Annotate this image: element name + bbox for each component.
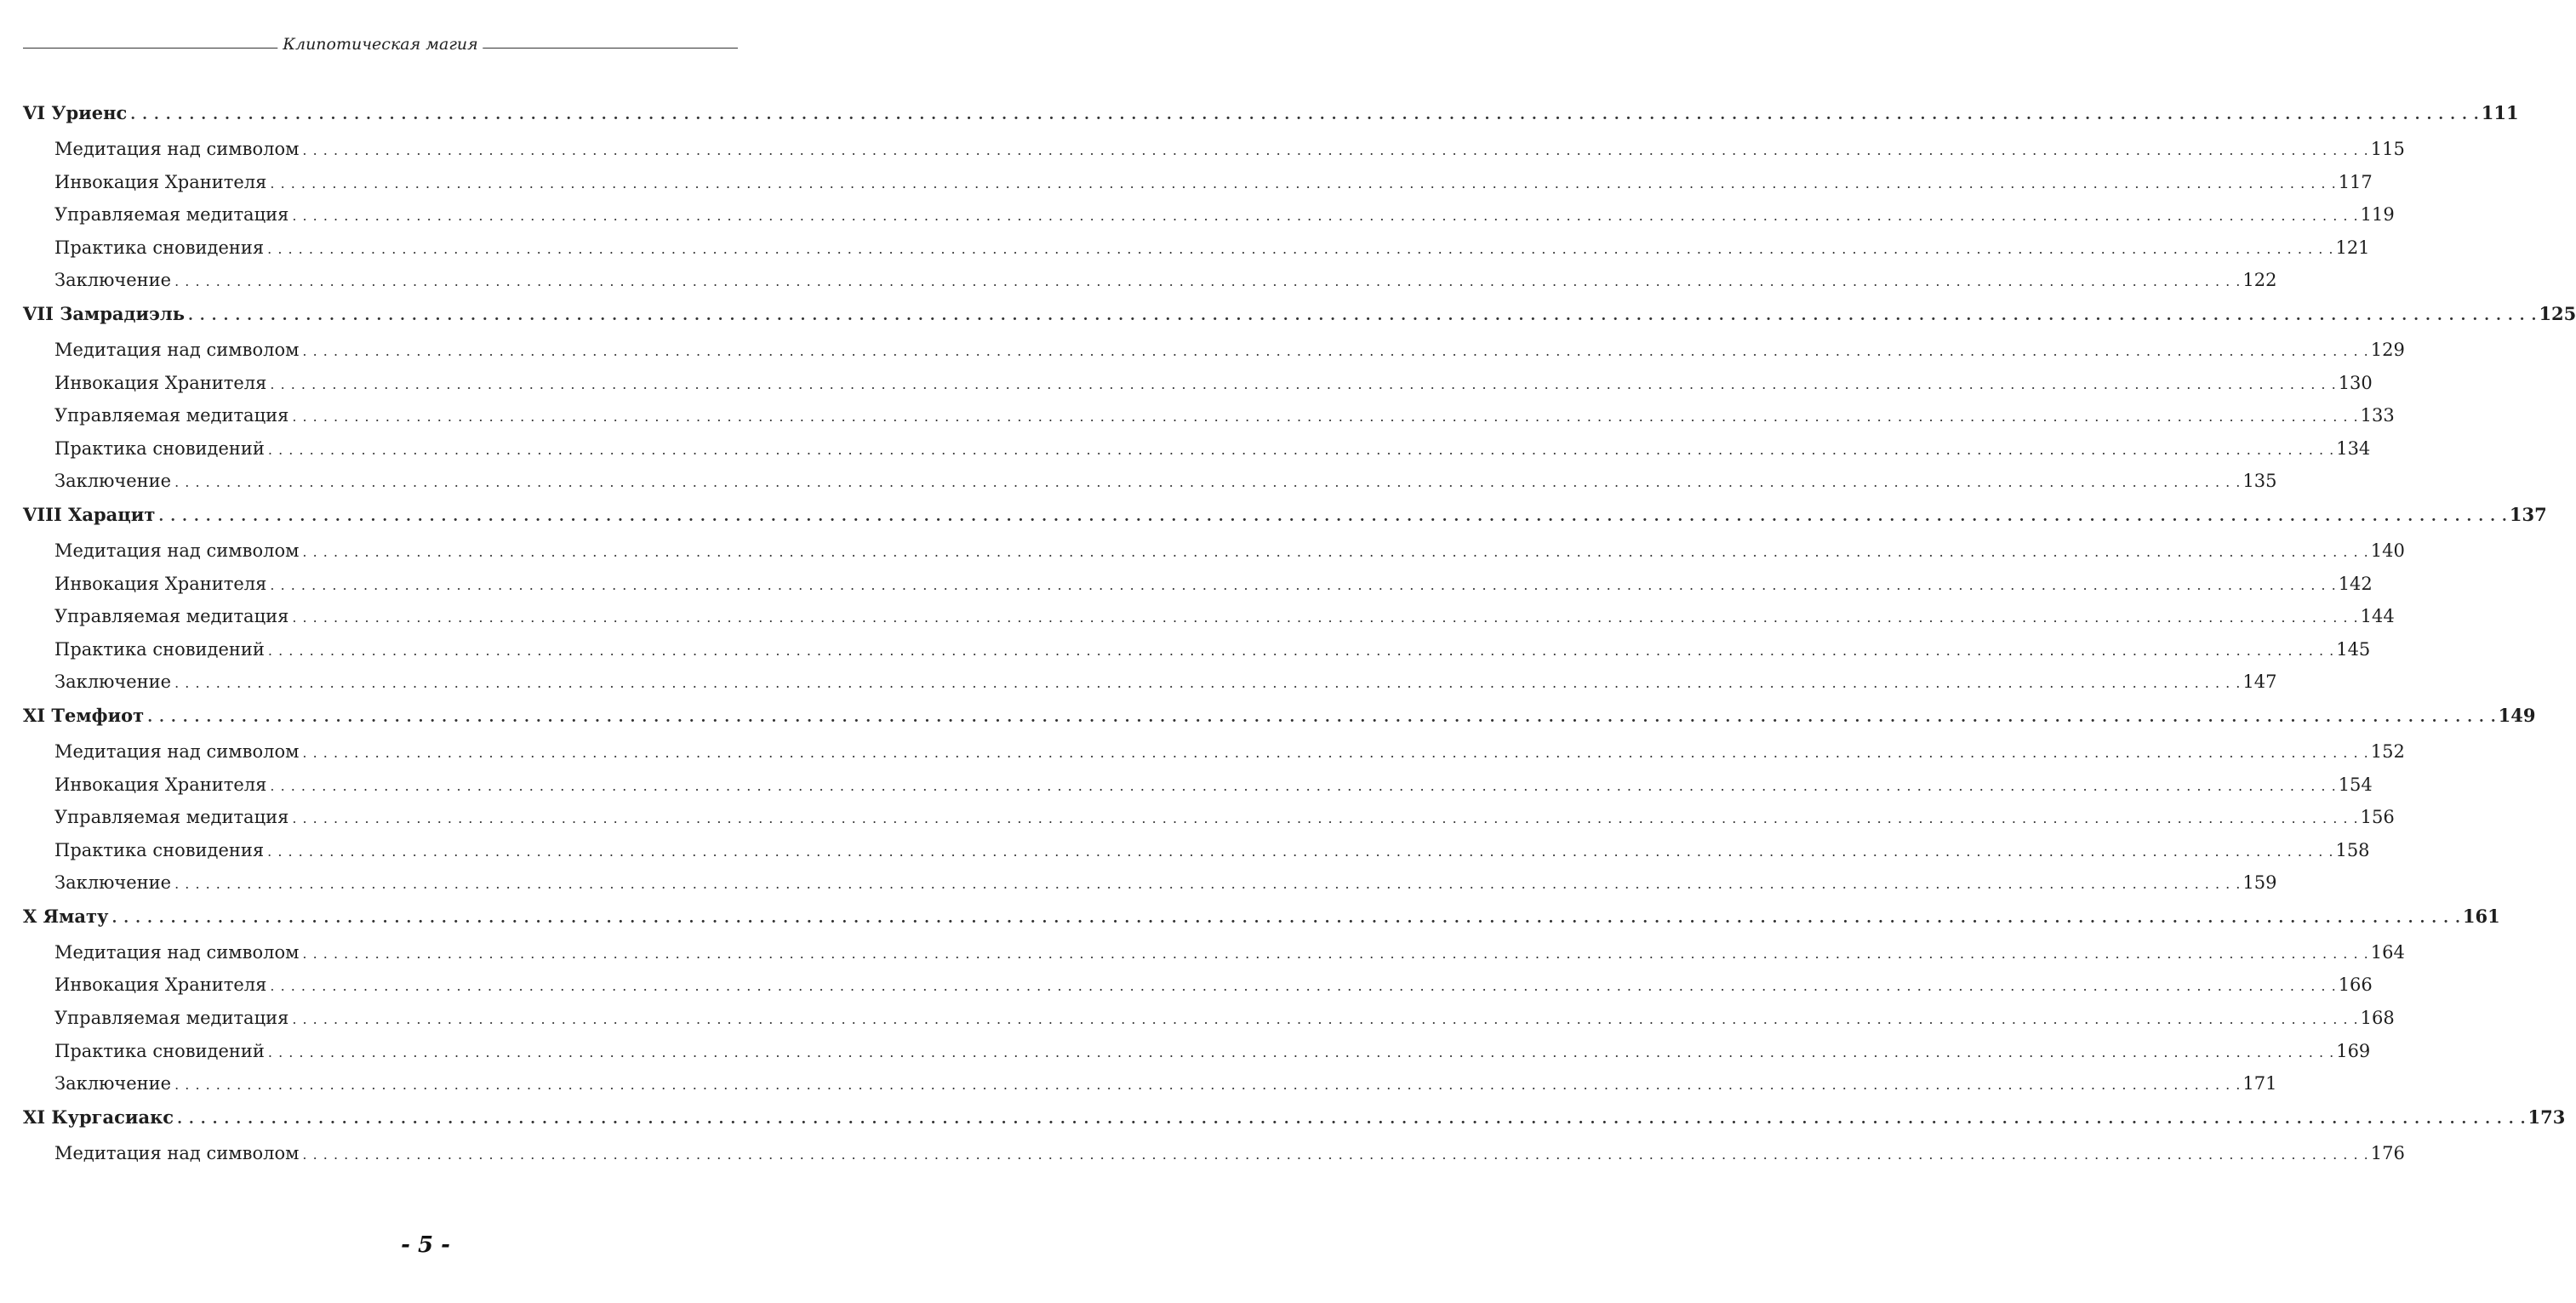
dot-leader: . . . . . . . . . . . . . . . . . . . . . . . . . . . . . . . . . . . . . . . . . . . . . . . . . . . . . . . . . . . . . . . . . . . . . . . . . . . . . . . . . . . . . . . . . . . . . . . . . . . . . . . . . . . . . . . . . . . . . . . . . . . . . . . . . . . . . . . . . . . . . . . . . . . . . . . . . . . . . . . . . . . . . . . . . . . . . . . . . . . . . . . . . . . . . . . . . . . . . . . .: [302, 142, 2369, 158]
dot-leader: . . . . . . . . . . . . . . . . . . . . . . . . . . . . . . . . . . . . . . . . . . . . . . . . . . . . . . . . . . . . . . . . . . . . . . . . . . . . . . . . . . . . . . . . . . . . . . . . . . . . . . . . . . . . . . . . . . . . . . . . . . . . . . . . . . . . . . . . . . . . . . . . . . . . . . . . . . . . . . . . . . . . . . . . . . . . . . . . . . . . . . . . . . . . . . . . . . . . . . . .: [177, 1110, 2527, 1128]
section-page-number: 168: [2360, 1008, 2395, 1029]
section-page-number: 134: [2336, 437, 2371, 459]
dot-leader: . . . . . . . . . . . . . . . . . . . . . . . . . . . . . . . . . . . . . . . . . . . . . . . . . . . . . . . . . . . . . . . . . . . . . . . . . . . . . . . . . . . . . . . . . . . . . . . . . . . . . . . . . . . . . . . . . . . . . . . . . . . . . . . . . . . . . . . . . . . . . . . . . . . . . . . . . . . . . . . . . . . . . . . . . . . . . . . . . . . . . . . . . . . . . . . . . . . . . . . .: [270, 174, 2337, 191]
toc-section-row: [23, 839, 2370, 873]
section-page-number: 156: [2360, 807, 2395, 828]
section-page-number: 129: [2370, 339, 2405, 360]
section-page-number: 145: [2336, 638, 2371, 660]
toc-section-row: [23, 1008, 2395, 1041]
toc-chapter: [23, 905, 2500, 1106]
section-title: Медитация над символом: [54, 339, 300, 360]
toc-section-row: [23, 405, 2395, 438]
toc-section-row: [23, 740, 2405, 774]
section-title: Заключение: [54, 270, 172, 291]
toc-section-row: [23, 638, 2371, 672]
toc-section-row: [23, 204, 2395, 237]
section-page-number: 154: [2338, 774, 2373, 795]
section-page-number: 152: [2370, 740, 2405, 762]
section-page-number: 159: [2242, 872, 2277, 894]
chapter-title: XI Темфиот: [23, 704, 145, 726]
dot-leader: . . . . . . . . . . . . . . . . . . . . . . . . . . . . . . . . . . . . . . . . . . . . . . . . . . . . . . . . . . . . . . . . . . . . . . . . . . . . . . . . . . . . . . . . . . . . . . . . . . . . . . . . . . . . . . . . . . . . . . . . . . . . . . . . . . . . . . . . . . . . . . . . . . . . . . . . . . . . . . . . . . . . . . . . . . . . . . . . . . . . . . . . . . . . . . . . . . . . . . . .: [267, 240, 2334, 257]
dot-leader: . . . . . . . . . . . . . . . . . . . . . . . . . . . . . . . . . . . . . . . . . . . . . . . . . . . . . . . . . . . . . . . . . . . . . . . . . . . . . . . . . . . . . . . . . . . . . . . . . . . . . . . . . . . . . . . . . . . . . . . . . . . . . . . . . . . . . . . . . . . . . . . . . . . . . . . . . . . . . . . . . . . . . . . . . . . . . . . . . . . . . . . . . . . . . . . . . . . . . . . .: [302, 342, 2369, 359]
chapter-page-number: 125: [2539, 302, 2576, 324]
dot-leader: . . . . . . . . . . . . . . . . . . . . . . . . . . . . . . . . . . . . . . . . . . . . . . . . . . . . . . . . . . . . . . . . . . . . . . . . . . . . . . . . . . . . . . . . . . . . . . . . . . . . . . . . . . . . . . . . . . . . . . . . . . . . . . . . . . . . . . . . . . . . . . . . . . . . . . . . . . . . . . . . . . . . . . . . . . . . . . . . . . . . . . . . . . . . . . . . . . . . . . . .: [174, 675, 2242, 692]
chapter-page-number: 111: [2481, 102, 2519, 123]
header-title: Клипотическая магия: [277, 35, 483, 54]
toc-section-row: [23, 437, 2371, 471]
dot-leader: . . . . . . . . . . . . . . . . . . . . . . . . . . . . . . . . . . . . . . . . . . . . . . . . . . . . . . . . . . . . . . . . . . . . . . . . . . . . . . . . . . . . . . . . . . . . . . . . . . . . . . . . . . . . . . . . . . . . . . . . . . . . . . . . . . . . . . . . . . . . . . . . . . . . . . . . . . . . . . . . . . . . . . . . . . . . . . . . . . . . . . . . . . . . . . . . . . . . . . . .: [174, 474, 2242, 491]
section-title: Медитация над символом: [54, 941, 300, 963]
toc-chapter-row: [23, 905, 2500, 942]
section-title: Заключение: [54, 872, 172, 894]
section-title: Управляемая медитация: [54, 405, 289, 426]
toc-section-row: [23, 573, 2373, 607]
section-page-number: 176: [2370, 1142, 2405, 1163]
section-title: Медитация над символом: [54, 740, 300, 762]
section-title: Практика сновидений: [54, 638, 265, 660]
section-title: Медитация над символом: [54, 1142, 300, 1163]
section-title: Управляемая медитация: [54, 1008, 289, 1029]
section-title: Управляемая медитация: [54, 204, 289, 226]
toc-section-row: [23, 139, 2405, 172]
toc-chapter-row: [23, 503, 2547, 540]
section-page-number: 166: [2338, 974, 2373, 996]
section-page-number: 158: [2335, 839, 2370, 860]
toc-section-row: [23, 774, 2373, 808]
running-header: [23, 32, 738, 61]
section-title: Медитация над символом: [54, 139, 300, 159]
dot-leader: . . . . . . . . . . . . . . . . . . . . . . . . . . . . . . . . . . . . . . . . . . . . . . . . . . . . . . . . . . . . . . . . . . . . . . . . . . . . . . . . . . . . . . . . . . . . . . . . . . . . . . . . . . . . . . . . . . . . . . . . . . . . . . . . . . . . . . . . . . . . . . . . . . . . . . . . . . . . . . . . . . . . . . . . . . . . . . . . . . . . . . . . . . . . . . . . . . . . . . . .: [147, 708, 2497, 726]
toc-section-row: [23, 540, 2405, 574]
dot-leader: . . . . . . . . . . . . . . . . . . . . . . . . . . . . . . . . . . . . . . . . . . . . . . . . . . . . . . . . . . . . . . . . . . . . . . . . . . . . . . . . . . . . . . . . . . . . . . . . . . . . . . . . . . . . . . . . . . . . . . . . . . . . . . . . . . . . . . . . . . . . . . . . . . . . . . . . . . . . . . . . . . . . . . . . . . . . . . . . . . . . . . . . . . . . . . . . . . . . . . . .: [187, 306, 2538, 324]
dot-leader: . . . . . . . . . . . . . . . . . . . . . . . . . . . . . . . . . . . . . . . . . . . . . . . . . . . . . . . . . . . . . . . . . . . . . . . . . . . . . . . . . . . . . . . . . . . . . . . . . . . . . . . . . . . . . . . . . . . . . . . . . . . . . . . . . . . . . . . . . . . . . . . . . . . . . . . . . . . . . . . . . . . . . . . . . . . . . . . . . . . . . . . . . . . . . . . . . . . . . . . .: [292, 208, 2359, 225]
section-title: Инвокация Хранителя: [54, 573, 267, 594]
dot-leader: . . . . . . . . . . . . . . . . . . . . . . . . . . . . . . . . . . . . . . . . . . . . . . . . . . . . . . . . . . . . . . . . . . . . . . . . . . . . . . . . . . . . . . . . . . . . . . . . . . . . . . . . . . . . . . . . . . . . . . . . . . . . . . . . . . . . . . . . . . . . . . . . . . . . . . . . . . . . . . . . . . . . . . . . . . . . . . . . . . . . . . . . . . . . . . . . . . . . . . . .: [292, 409, 2359, 426]
chapter-title: VI Уриенс: [23, 102, 128, 123]
section-page-number: 142: [2338, 573, 2373, 594]
section-title: Практика сновидения: [54, 237, 265, 258]
toc-section-row: [23, 1142, 2405, 1176]
section-title: Практика сновидений: [54, 437, 265, 459]
section-title: Заключение: [54, 1073, 172, 1094]
dot-leader: . . . . . . . . . . . . . . . . . . . . . . . . . . . . . . . . . . . . . . . . . . . . . . . . . . . . . . . . . . . . . . . . . . . . . . . . . . . . . . . . . . . . . . . . . . . . . . . . . . . . . . . . . . . . . . . . . . . . . . . . . . . . . . . . . . . . . . . . . . . . . . . . . . . . . . . . . . . . . . . . . . . . . . . . . . . . . . . . . . . . . . . . . . . . . . . . . . . . . . . .: [292, 810, 2359, 827]
chapter-page-number: 173: [2527, 1106, 2566, 1128]
toc-chapter-row: [23, 704, 2536, 741]
section-title: Заключение: [54, 471, 172, 492]
toc-chapter: [23, 102, 2519, 303]
chapter-title: VIII Харацит: [23, 503, 156, 525]
section-page-number: 119: [2360, 204, 2395, 226]
section-page-number: 115: [2370, 139, 2405, 159]
section-title: Медитация над символом: [54, 540, 300, 561]
dot-leader: . . . . . . . . . . . . . . . . . . . . . . . . . . . . . . . . . . . . . . . . . . . . . . . . . . . . . . . . . . . . . . . . . . . . . . . . . . . . . . . . . . . . . . . . . . . . . . . . . . . . . . . . . . . . . . . . . . . . . . . . . . . . . . . . . . . . . . . . . . . . . . . . . . . . . . . . . . . . . . . . . . . . . . . . . . . . . . . . . . . . . . . . . . . . . . . . . . . . . . . .: [267, 843, 2334, 860]
section-title: Инвокация Хранителя: [54, 774, 267, 795]
dot-leader: . . . . . . . . . . . . . . . . . . . . . . . . . . . . . . . . . . . . . . . . . . . . . . . . . . . . . . . . . . . . . . . . . . . . . . . . . . . . . . . . . . . . . . . . . . . . . . . . . . . . . . . . . . . . . . . . . . . . . . . . . . . . . . . . . . . . . . . . . . . . . . . . . . . . . . . . . . . . . . . . . . . . . . . . . . . . . . . . . . . . . . . . . . . . . . . . . . . . . . . .: [270, 777, 2337, 794]
toc-section-row: [23, 1073, 2277, 1106]
dot-leader: . . . . . . . . . . . . . . . . . . . . . . . . . . . . . . . . . . . . . . . . . . . . . . . . . . . . . . . . . . . . . . . . . . . . . . . . . . . . . . . . . . . . . . . . . . . . . . . . . . . . . . . . . . . . . . . . . . . . . . . . . . . . . . . . . . . . . . . . . . . . . . . . . . . . . . . . . . . . . . . . . . . . . . . . . . . . . . . . . . . . . . . . . . . . . . . . . . . . . . . .: [302, 945, 2369, 962]
toc-chapter-row: [23, 1106, 2566, 1143]
dot-leader: . . . . . . . . . . . . . . . . . . . . . . . . . . . . . . . . . . . . . . . . . . . . . . . . . . . . . . . . . . . . . . . . . . . . . . . . . . . . . . . . . . . . . . . . . . . . . . . . . . . . . . . . . . . . . . . . . . . . . . . . . . . . . . . . . . . . . . . . . . . . . . . . . . . . . . . . . . . . . . . . . . . . . . . . . . . . . . . . . . . . . . . . . . . . . . . . . . . . . . . .: [270, 576, 2337, 593]
page-number: - 5 -: [401, 1232, 450, 1258]
toc-section-row: [23, 237, 2370, 271]
dot-leader: . . . . . . . . . . . . . . . . . . . . . . . . . . . . . . . . . . . . . . . . . . . . . . . . . . . . . . . . . . . . . . . . . . . . . . . . . . . . . . . . . . . . . . . . . . . . . . . . . . . . . . . . . . . . . . . . . . . . . . . . . . . . . . . . . . . . . . . . . . . . . . . . . . . . . . . . . . . . . . . . . . . . . . . . . . . . . . . . . . . . . . . . . . . . . . . . . . . . . . . .: [267, 1043, 2335, 1060]
toc-section-row: [23, 807, 2395, 840]
section-page-number: 144: [2360, 606, 2395, 627]
dot-leader: . . . . . . . . . . . . . . . . . . . . . . . . . . . . . . . . . . . . . . . . . . . . . . . . . . . . . . . . . . . . . . . . . . . . . . . . . . . . . . . . . . . . . . . . . . . . . . . . . . . . . . . . . . . . . . . . . . . . . . . . . . . . . . . . . . . . . . . . . . . . . . . . . . . . . . . . . . . . . . . . . . . . . . . . . . . . . . . . . . . . . . . . . . . . . . . . . . . . . . . .: [302, 543, 2369, 560]
dot-leader: . . . . . . . . . . . . . . . . . . . . . . . . . . . . . . . . . . . . . . . . . . . . . . . . . . . . . . . . . . . . . . . . . . . . . . . . . . . . . . . . . . . . . . . . . . . . . . . . . . . . . . . . . . . . . . . . . . . . . . . . . . . . . . . . . . . . . . . . . . . . . . . . . . . . . . . . . . . . . . . . . . . . . . . . . . . . . . . . . . . . . . . . . . . . . . . . . . . . . . . .: [267, 642, 2335, 659]
toc-section-row: [23, 270, 2277, 303]
toc-section-row: [23, 471, 2277, 504]
dot-leader: . . . . . . . . . . . . . . . . . . . . . . . . . . . . . . . . . . . . . . . . . . . . . . . . . . . . . . . . . . . . . . . . . . . . . . . . . . . . . . . . . . . . . . . . . . . . . . . . . . . . . . . . . . . . . . . . . . . . . . . . . . . . . . . . . . . . . . . . . . . . . . . . . . . . . . . . . . . . . . . . . . . . . . . . . . . . . . . . . . . . . . . . . . . . . . . . . . . . . . . .: [174, 876, 2242, 893]
toc-section-row: [23, 974, 2373, 1008]
dot-leader: . . . . . . . . . . . . . . . . . . . . . . . . . . . . . . . . . . . . . . . . . . . . . . . . . . . . . . . . . . . . . . . . . . . . . . . . . . . . . . . . . . . . . . . . . . . . . . . . . . . . . . . . . . . . . . . . . . . . . . . . . . . . . . . . . . . . . . . . . . . . . . . . . . . . . . . . . . . . . . . . . . . . . . . . . . . . . . . . . . . . . . . . . . . . . . . . . . . . . . . .: [267, 441, 2335, 458]
chapter-page-number: 161: [2462, 905, 2500, 927]
section-title: Инвокация Хранителя: [54, 974, 267, 996]
section-page-number: 147: [2242, 672, 2277, 693]
chapter-page-number: 149: [2498, 704, 2536, 726]
dot-leader: . . . . . . . . . . . . . . . . . . . . . . . . . . . . . . . . . . . . . . . . . . . . . . . . . . . . . . . . . . . . . . . . . . . . . . . . . . . . . . . . . . . . . . . . . . . . . . . . . . . . . . . . . . . . . . . . . . . . . . . . . . . . . . . . . . . . . . . . . . . . . . . . . . . . . . . . . . . . . . . . . . . . . . . . . . . . . . . . . . . . . . . . . . . . . . . . . . . . . . . .: [130, 106, 2480, 123]
section-title: Заключение: [54, 672, 172, 693]
section-title: Управляемая медитация: [54, 807, 289, 828]
toc-section-row: [23, 606, 2395, 639]
dot-leader: . . . . . . . . . . . . . . . . . . . . . . . . . . . . . . . . . . . . . . . . . . . . . . . . . . . . . . . . . . . . . . . . . . . . . . . . . . . . . . . . . . . . . . . . . . . . . . . . . . . . . . . . . . . . . . . . . . . . . . . . . . . . . . . . . . . . . . . . . . . . . . . . . . . . . . . . . . . . . . . . . . . . . . . . . . . . . . . . . . . . . . . . . . . . . . . . . . . . . . . .: [270, 375, 2337, 392]
chapter-title: VII Замрадиэль: [23, 302, 185, 324]
toc-section-row: [23, 1040, 2371, 1074]
dot-leader: . . . . . . . . . . . . . . . . . . . . . . . . . . . . . . . . . . . . . . . . . . . . . . . . . . . . . . . . . . . . . . . . . . . . . . . . . . . . . . . . . . . . . . . . . . . . . . . . . . . . . . . . . . . . . . . . . . . . . . . . . . . . . . . . . . . . . . . . . . . . . . . . . . . . . . . . . . . . . . . . . . . . . . . . . . . . . . . . . . . . . . . . . . . . . . . . . . . . . . . .: [302, 1146, 2369, 1163]
section-title: Инвокация Хранителя: [54, 171, 267, 192]
chapter-page-number: 137: [2509, 503, 2547, 525]
toc-section-row: [23, 372, 2373, 406]
section-page-number: 130: [2338, 372, 2373, 393]
toc-section-row: [23, 171, 2373, 205]
section-page-number: 133: [2360, 405, 2395, 426]
section-title: Практика сновидения: [54, 839, 265, 860]
section-page-number: 169: [2336, 1040, 2371, 1061]
section-page-number: 135: [2242, 471, 2277, 492]
toc-section-row: [23, 672, 2277, 705]
section-page-number: 122: [2242, 270, 2277, 291]
toc-chapter: [23, 503, 2547, 705]
chapter-title: X Ямату: [23, 905, 109, 927]
section-page-number: 121: [2335, 237, 2370, 258]
toc-section-row: [23, 339, 2405, 373]
dot-leader: . . . . . . . . . . . . . . . . . . . . . . . . . . . . . . . . . . . . . . . . . . . . . . . . . . . . . . . . . . . . . . . . . . . . . . . . . . . . . . . . . . . . . . . . . . . . . . . . . . . . . . . . . . . . . . . . . . . . . . . . . . . . . . . . . . . . . . . . . . . . . . . . . . . . . . . . . . . . . . . . . . . . . . . . . . . . . . . . . . . . . . . . . . . . . . . . . . . . . . . .: [174, 273, 2242, 290]
dot-leader: . . . . . . . . . . . . . . . . . . . . . . . . . . . . . . . . . . . . . . . . . . . . . . . . . . . . . . . . . . . . . . . . . . . . . . . . . . . . . . . . . . . . . . . . . . . . . . . . . . . . . . . . . . . . . . . . . . . . . . . . . . . . . . . . . . . . . . . . . . . . . . . . . . . . . . . . . . . . . . . . . . . . . . . . . . . . . . . . . . . . . . . . . . . . . . . . . . . . . . . .: [270, 978, 2337, 995]
section-title: Управляемая медитация: [54, 606, 289, 627]
dot-leader: . . . . . . . . . . . . . . . . . . . . . . . . . . . . . . . . . . . . . . . . . . . . . . . . . . . . . . . . . . . . . . . . . . . . . . . . . . . . . . . . . . . . . . . . . . . . . . . . . . . . . . . . . . . . . . . . . . . . . . . . . . . . . . . . . . . . . . . . . . . . . . . . . . . . . . . . . . . . . . . . . . . . . . . . . . . . . . . . . . . . . . . . . . . . . . . . . . . . . . . .: [111, 909, 2461, 927]
table-of-contents: [23, 102, 2576, 1175]
toc-chapter-row: [23, 302, 2576, 340]
dot-leader: . . . . . . . . . . . . . . . . . . . . . . . . . . . . . . . . . . . . . . . . . . . . . . . . . . . . . . . . . . . . . . . . . . . . . . . . . . . . . . . . . . . . . . . . . . . . . . . . . . . . . . . . . . . . . . . . . . . . . . . . . . . . . . . . . . . . . . . . . . . . . . . . . . . . . . . . . . . . . . . . . . . . . . . . . . . . . . . . . . . . . . . . . . . . . . . . . . . . . . . .: [292, 609, 2359, 626]
toc-chapter: [23, 302, 2576, 504]
dot-leader: . . . . . . . . . . . . . . . . . . . . . . . . . . . . . . . . . . . . . . . . . . . . . . . . . . . . . . . . . . . . . . . . . . . . . . . . . . . . . . . . . . . . . . . . . . . . . . . . . . . . . . . . . . . . . . . . . . . . . . . . . . . . . . . . . . . . . . . . . . . . . . . . . . . . . . . . . . . . . . . . . . . . . . . . . . . . . . . . . . . . . . . . . . . . . . . . . . . . . . . .: [302, 744, 2369, 761]
toc-section-row: [23, 872, 2277, 906]
toc-chapter: [23, 704, 2536, 906]
dot-leader: . . . . . . . . . . . . . . . . . . . . . . . . . . . . . . . . . . . . . . . . . . . . . . . . . . . . . . . . . . . . . . . . . . . . . . . . . . . . . . . . . . . . . . . . . . . . . . . . . . . . . . . . . . . . . . . . . . . . . . . . . . . . . . . . . . . . . . . . . . . . . . . . . . . . . . . . . . . . . . . . . . . . . . . . . . . . . . . . . . . . . . . . . . . . . . . . . . . . . . . .: [292, 1011, 2359, 1028]
dot-leader: . . . . . . . . . . . . . . . . . . . . . . . . . . . . . . . . . . . . . . . . . . . . . . . . . . . . . . . . . . . . . . . . . . . . . . . . . . . . . . . . . . . . . . . . . . . . . . . . . . . . . . . . . . . . . . . . . . . . . . . . . . . . . . . . . . . . . . . . . . . . . . . . . . . . . . . . . . . . . . . . . . . . . . . . . . . . . . . . . . . . . . . . . . . . . . . . . . . . . . . .: [174, 1077, 2242, 1094]
dot-leader: . . . . . . . . . . . . . . . . . . . . . . . . . . . . . . . . . . . . . . . . . . . . . . . . . . . . . . . . . . . . . . . . . . . . . . . . . . . . . . . . . . . . . . . . . . . . . . . . . . . . . . . . . . . . . . . . . . . . . . . . . . . . . . . . . . . . . . . . . . . . . . . . . . . . . . . . . . . . . . . . . . . . . . . . . . . . . . . . . . . . . . . . . . . . . . . . . . . . . . . .: [158, 507, 2508, 525]
section-page-number: 164: [2370, 941, 2405, 963]
section-title: Инвокация Хранителя: [54, 372, 267, 393]
section-page-number: 171: [2242, 1073, 2277, 1094]
section-title: Практика сновидений: [54, 1040, 265, 1061]
toc-section-row: [23, 941, 2405, 975]
chapter-title: XI Кургасиакс: [23, 1106, 174, 1128]
toc-chapter: [23, 1106, 2566, 1176]
toc-chapter-row: [23, 102, 2519, 139]
section-page-number: 117: [2338, 171, 2373, 192]
section-page-number: 140: [2370, 540, 2405, 561]
